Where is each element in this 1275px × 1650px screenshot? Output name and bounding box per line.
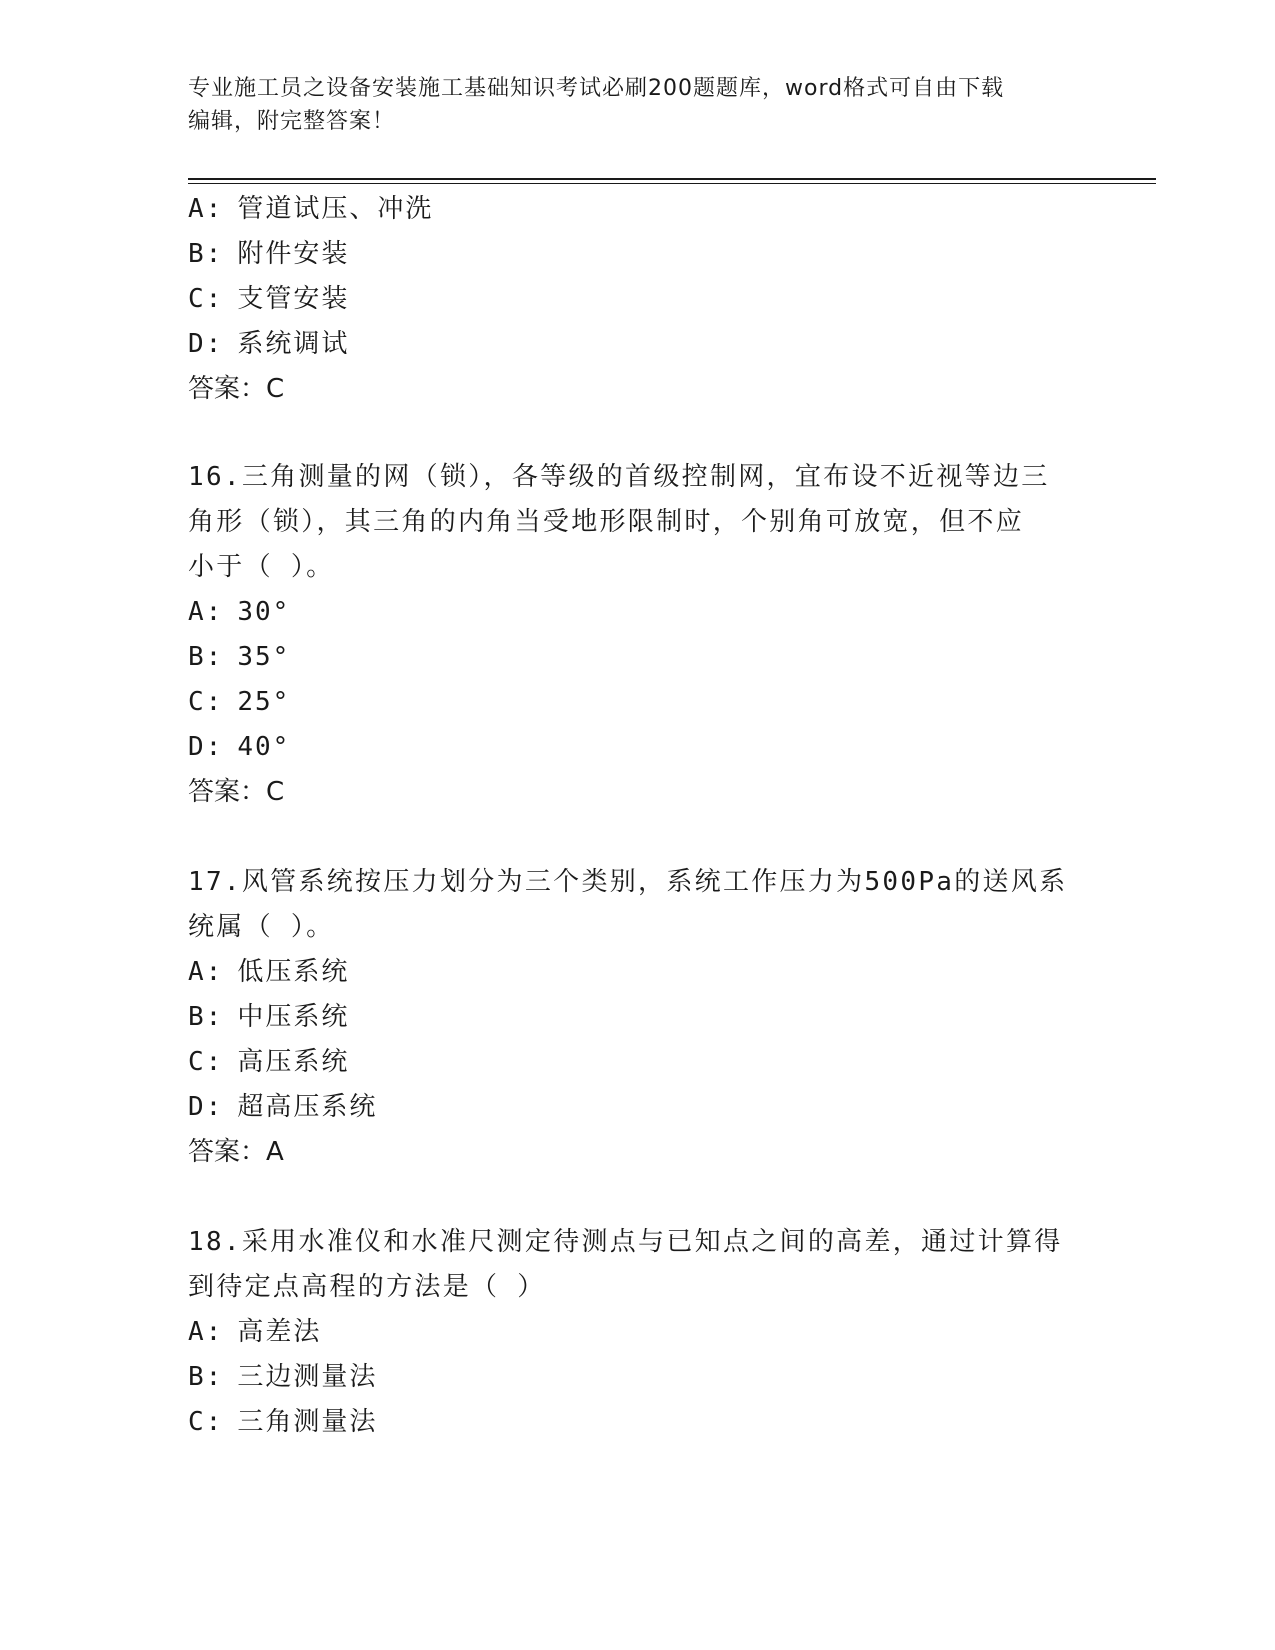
document-header: [188, 72, 1088, 138]
answer-line: 答案：A: [188, 1137, 284, 1167]
option-text: 高压系统: [237, 1047, 350, 1077]
option-key: C:: [188, 284, 224, 314]
option-c: [188, 1045, 349, 1079]
question-stem-line: 17.风管系统按压力划分为三个类别，系统工作压力为500Pa的送风系: [188, 867, 1068, 897]
option-a: [188, 955, 349, 989]
option-text: 低压系统: [237, 957, 350, 987]
option-text: 三边测量法: [237, 1362, 378, 1392]
option-text: 30°: [237, 597, 291, 627]
option-text: 中压系统: [237, 1002, 350, 1032]
option-text: 25°: [237, 687, 291, 717]
header-divider: [188, 178, 1156, 180]
option-key: C:: [188, 687, 224, 717]
option-a: [188, 595, 290, 629]
header-line-2: 编辑，附完整答案！: [188, 109, 396, 134]
option-key: C:: [188, 1407, 224, 1437]
question-stem-line: 到待定点高程的方法是（ ）: [188, 1272, 546, 1302]
option-key: D:: [188, 1092, 224, 1122]
question-stem-line: 统属（ ）。: [188, 912, 335, 942]
option-text: 附件安装: [237, 239, 350, 269]
option-key: A:: [188, 194, 224, 224]
header-divider-thin: [188, 183, 1156, 184]
option-text: 三角测量法: [237, 1407, 378, 1437]
option-c: [188, 685, 290, 719]
option-b: [188, 237, 349, 271]
option-key: A:: [188, 1317, 224, 1347]
option-text: 系统调试: [237, 329, 350, 359]
option-b: [188, 1000, 349, 1034]
answer-line: 答案：C: [188, 374, 285, 404]
option-key: D:: [188, 329, 224, 359]
option-key: C:: [188, 1047, 224, 1077]
option-c: [188, 1405, 377, 1439]
answer-line: 答案：C: [188, 777, 285, 807]
option-key: B:: [188, 1362, 224, 1392]
option-key: D:: [188, 732, 224, 762]
option-d: [188, 730, 290, 764]
option-text: 超高压系统: [237, 1092, 378, 1122]
option-text: 40°: [237, 732, 291, 762]
question-stem-line: 18.采用水准仪和水准尺测定待测点与已知点之间的高差，通过计算得: [188, 1227, 1063, 1257]
header-line-1: 专业施工员之设备安装施工基础知识考试必刷200题题库，word格式可自由下载: [188, 76, 1005, 101]
option-text: 支管安装: [237, 284, 350, 314]
option-key: A:: [188, 597, 224, 627]
option-key: B:: [188, 239, 224, 269]
option-text: 管道试压、冲洗: [237, 194, 434, 224]
option-key: A:: [188, 957, 224, 987]
option-b: [188, 1360, 377, 1394]
question-stem-line: 16.三角测量的网（锁），各等级的首级控制网，宜布设不近视等边三: [188, 462, 1050, 492]
option-a: [188, 192, 433, 226]
question-stem-line: 小于（ ）。: [188, 552, 335, 582]
option-key: B:: [188, 642, 224, 672]
question-stem-line: 角形（锁），其三角的内角当受地形限制时，个别角可放宽，但不应: [188, 507, 1025, 537]
option-c: [188, 282, 349, 316]
option-b: [188, 640, 290, 674]
option-text: 35°: [237, 642, 291, 672]
option-d: [188, 1090, 377, 1124]
option-key: B:: [188, 1002, 224, 1032]
option-text: 高差法: [237, 1317, 322, 1347]
option-a: [188, 1315, 321, 1349]
option-d: [188, 327, 349, 361]
